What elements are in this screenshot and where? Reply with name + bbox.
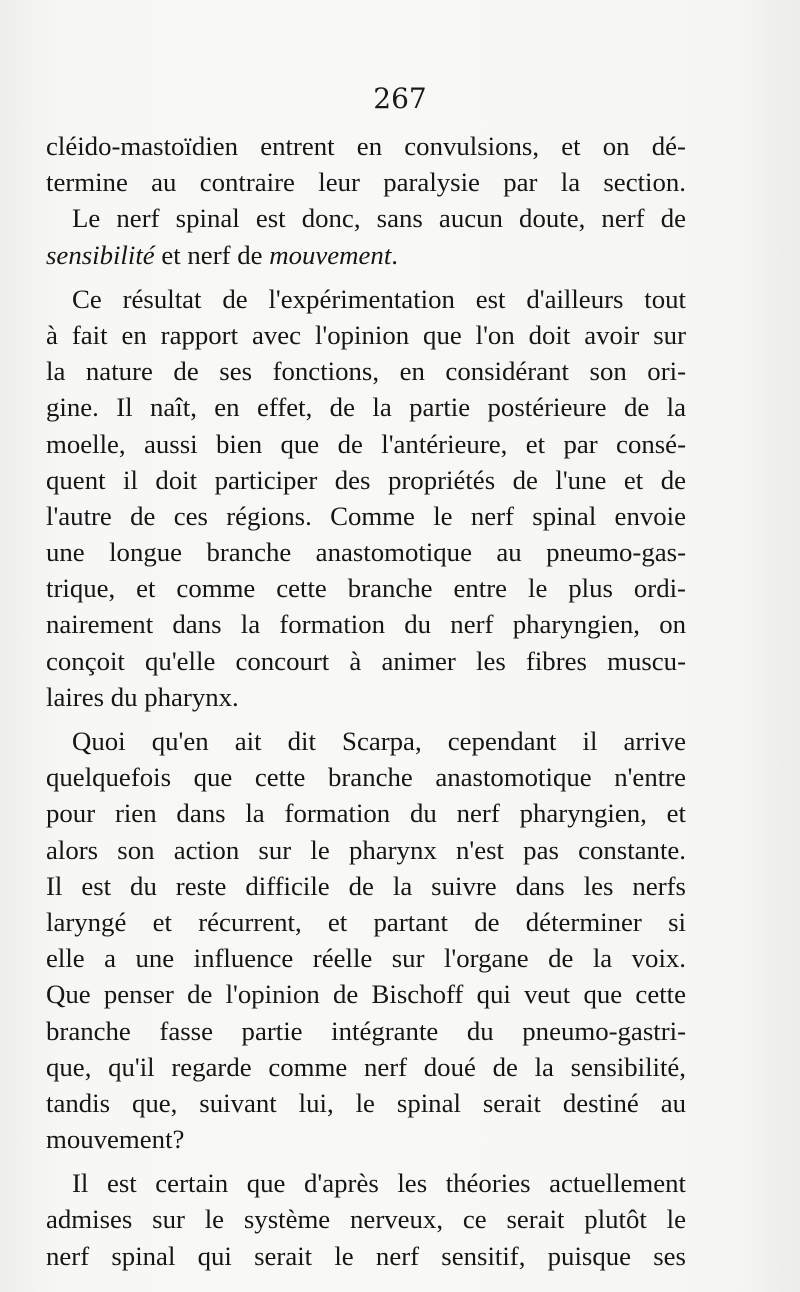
text-segment: conçoit qu'elle concourt à animer les fibres muscu- xyxy=(46,645,686,676)
text-segment: Que penser de l'opinion de Bischoff qui veut que cette xyxy=(46,979,686,1010)
text-line xyxy=(46,389,686,425)
text-segment: . xyxy=(391,239,398,270)
text-line xyxy=(46,723,686,759)
text-line xyxy=(46,1049,686,1085)
text-segment: moelle, aussi bien que de l'antérieure, et par consé- xyxy=(46,428,686,459)
text-segment: laires du pharynx. xyxy=(46,681,239,712)
text-segment: que, qu'il regarde comme nerf doué de la sensibilité, xyxy=(46,1051,686,1082)
text-line xyxy=(46,462,686,498)
text-segment: gine. Il naît, en effet, de la partie postérieure de la xyxy=(46,392,686,423)
text-segment: branche fasse partie intégrante du pneumo-gastri- xyxy=(46,1015,686,1046)
text-line xyxy=(46,353,686,389)
text-segment: cléido-mastoïdien entrent en convulsions, et on dé- xyxy=(46,131,686,161)
text-line xyxy=(46,1085,686,1121)
text-line xyxy=(46,570,686,606)
text-line xyxy=(46,1121,686,1157)
text-line xyxy=(46,237,686,273)
text-line xyxy=(46,128,686,164)
text-line xyxy=(46,200,686,236)
text-segment: une longue branche anastomotique au pneumo-gas- xyxy=(46,537,686,568)
text-line xyxy=(46,606,686,642)
text-segment: quelquefois que cette branche anastomotique n'entre xyxy=(46,762,686,793)
text-line xyxy=(46,1201,686,1237)
text-segment: nerf spinal qui serait le nerf sensitif, puisque ses xyxy=(46,1240,686,1271)
text-segment: Il est certain que d'après les théories actuellement xyxy=(72,1168,686,1199)
text-line xyxy=(46,795,686,831)
text-segment: à fait en rapport avec l'opinion que l'on doit avoir sur xyxy=(46,319,686,350)
text-segment: Quoi qu'en ait dit Scarpa, cependant il arrive xyxy=(72,726,686,756)
text-line xyxy=(46,759,686,795)
text-line xyxy=(46,1238,686,1274)
text-segment: quent il doit participer des propriétés de l'une et de xyxy=(46,464,686,495)
text-segment: trique, et comme cette branche entre le plus ordi- xyxy=(46,573,686,604)
text-segment: pour rien dans la formation du nerf pharyngien, et xyxy=(46,798,686,829)
page-number: 267 xyxy=(373,82,427,115)
text-segment: mouvement? xyxy=(46,1124,185,1155)
text-segment: alors son action sur le pharynx n'est pas constante. xyxy=(46,834,686,865)
text-line xyxy=(46,832,686,868)
text-segment: admises sur le système nerveux, ce serait plutôt le xyxy=(46,1204,686,1235)
text-segment: la nature de ses fonctions, en considérant son ori- xyxy=(46,356,686,387)
text-line xyxy=(46,679,686,715)
text-line xyxy=(46,534,686,570)
text-line xyxy=(46,1165,686,1201)
text-line xyxy=(46,1013,686,1049)
text-segment: termine au contraire leur paralysie par la section. xyxy=(46,167,686,198)
text-line xyxy=(46,164,686,200)
text-segment: Le nerf spinal est donc, sans aucun doute, nerf de xyxy=(72,203,686,234)
text-segment: Ce résultat de l'expérimentation est d'ailleurs tout xyxy=(72,283,686,314)
text-line xyxy=(46,426,686,462)
body-text xyxy=(46,128,686,1274)
text-line xyxy=(46,643,686,679)
text-line xyxy=(46,904,686,940)
text-line xyxy=(46,976,686,1012)
text-segment: nairement dans la formation du nerf pharyngien, on xyxy=(46,609,686,640)
text-line xyxy=(46,868,686,904)
text-line xyxy=(46,281,686,317)
text-segment: et nerf de xyxy=(154,239,270,270)
text-segment: l'autre de ces régions. Comme le nerf spinal envoie xyxy=(46,500,686,531)
text-segment: laryngé et récurrent, et partant de déterminer si xyxy=(46,906,686,937)
italic-text: sensibilité xyxy=(46,239,155,270)
text-segment: tandis que, suivant lui, le spinal serait destiné au xyxy=(46,1087,686,1118)
text-line xyxy=(46,317,686,353)
italic-text: mouvement xyxy=(269,239,392,270)
text-segment: Il est du reste difficile de la suivre dans les nerfs xyxy=(46,870,686,901)
text-line xyxy=(46,940,686,976)
text-line xyxy=(46,498,686,534)
text-segment: elle a une influence réelle sur l'organe de la voix. xyxy=(46,943,686,974)
